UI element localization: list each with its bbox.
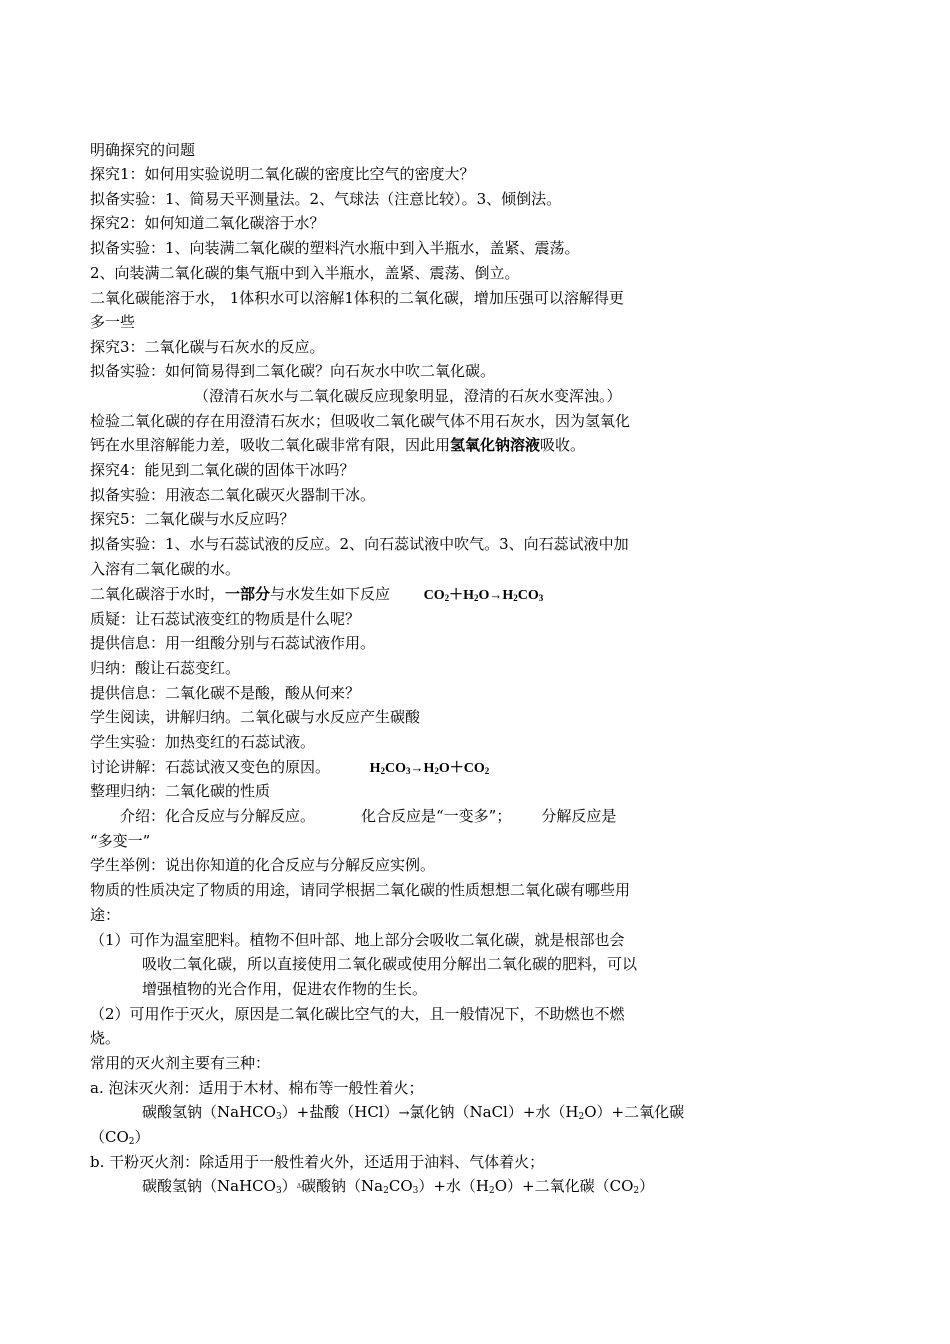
text-span: 与水发生如下反应: [270, 585, 391, 603]
text-line: 碳酸氢钠（NaHCO$_3$）+盐酸（HCl）→氯化钠（NaCl）+水$(H_2O)+$二氧化碳: [142, 1103, 685, 1122]
text-line: 探究5：二氧化碳与水反应吗？: [90, 510, 295, 528]
text-line: [90, 583, 710, 607]
text-line: 学生实验：加热变红的石蕊试液。: [90, 733, 316, 751]
text-line: 学生举例：说出你知道的化合反应与分解反应实例。: [90, 856, 436, 874]
bold-term: 氢氧化钠溶液: [450, 436, 541, 454]
text-span: 分解反应是: [541, 807, 617, 825]
text-line: 质疑：让石蕊试液变红的物质是什么呢？: [90, 610, 361, 628]
text-span: 讨论讲解：石蕊试液又变色的原因。: [90, 758, 331, 776]
text-line: 烧。: [90, 1029, 121, 1047]
text-line: 常用的灭火剂主要有三种：: [90, 1054, 271, 1072]
text-line: [90, 434, 710, 458]
text-line: 拟备实验：1、水与石蕊试液的反应。2、向石蕊试液中吹气。3、向石蕊试液中加: [90, 535, 629, 553]
text-span: 二氧化碳溶于水时，: [90, 585, 226, 603]
text-line: 探究1：如何用实验说明二氧化碳的密度比空气的密度大？: [90, 165, 475, 183]
text-line: 拟备实验：1、向装满二氧化碳的塑料汽水瓶中到入半瓶水，盖紧、震荡。: [90, 239, 580, 257]
text-line: $(CO_2)$: [90, 1128, 150, 1147]
equation-co2-h2o: $CO_2+H_2O\to H_2CO_3$: [423, 587, 544, 603]
text-line: 整理归纳：二氧化碳的性质: [90, 782, 271, 800]
text-line: 途：: [90, 906, 121, 924]
text-line: “多变一”: [90, 832, 151, 850]
text-span: 化合反应是“一变多”；: [361, 807, 512, 825]
equation-h2co3-decompose: $H_2CO_3\to H_2O+CO_2$: [369, 760, 490, 776]
text-line: 拟备实验：如何简易得到二氧化碳？向石灰水中吹二氧化碳。: [90, 362, 496, 380]
text-line: 多一些: [90, 313, 136, 331]
text-line: 归纳：酸让石蕊变红。: [90, 659, 241, 677]
text-span: 钙在水里溶解能力差，吸收二氧化碳非常有限，因此用: [90, 436, 451, 454]
text-line: 二氧化碳能溶于水， 1体积水可以溶解1体积的二氧化碳，增加压强可以溶解得更: [90, 289, 624, 307]
text-line: （澄清石灰水与二氧化碳反应现象明显，澄清的石灰水变浑浊。）: [194, 387, 622, 405]
text-line: （2）可用作于灭火，原因是二氧化碳比空气的大，且一般情况下，不助燃也不燃: [90, 1005, 625, 1023]
text-line: 入溶有二氧化碳的水。: [90, 560, 241, 578]
text-line: b. 干粉灭火剂：除适用于一般性着火外，还适用于油料、气体着火；: [90, 1153, 545, 1171]
bold-term: 一部分: [225, 585, 271, 603]
text-line: 检验二氧化碳的存在用澄清石灰水；但吸收二氧化碳气体不用石灰水，因为氢氧化: [90, 412, 631, 430]
text-line: 拟备实验：1、简易天平测量法。2、气球法（注意比较）。3、倾倒法。: [90, 190, 562, 208]
text-line: 探究3：二氧化碳与石灰水的反应。: [90, 338, 325, 356]
text-line: 探究4：能见到二氧化碳的固体干冰吗？: [90, 461, 355, 479]
text-line: 碳酸氢钠（NaHCO$_3$）Δ碳酸钠$(Na_2CO_3)+$水$(H_2O)+$二氧化碳$(CO_2)$: [142, 1177, 655, 1196]
text-line: a. 泡沫灭火剂：适用于木材、棉布等一般性着火；: [90, 1079, 424, 1097]
text-line: 探究2：如何知道二氧化碳溶于水？: [90, 214, 325, 232]
text-line: 物质的性质决定了物质的用途，请同学根据二氧化碳的性质想想二氧化碳有哪些用: [90, 881, 631, 899]
text-line: 拟备实验：用液态二氧化碳灭火器制干冰。: [90, 486, 376, 504]
text-line: 明确探究的问题: [90, 141, 196, 159]
text-line: 学生阅读，讲解归纳。二氧化碳与水反应产生碳酸: [90, 708, 421, 726]
text-line: 2、向装满二氧化碳的集气瓶中到入半瓶水，盖紧、震荡、倒立。: [90, 264, 520, 282]
text-line: 提供信息：二氧化碳不是酸，酸从何来？: [90, 684, 361, 702]
text-line: [90, 756, 710, 780]
text-span: 介绍：化合反应与分解反应。: [120, 807, 316, 825]
text-line: 吸收二氧化碳，所以直接使用二氧化碳或使用分解出二氧化碳的肥料，可以: [142, 955, 638, 973]
text-line: 提供信息：用一组酸分别与石蕊试液作用。: [90, 634, 376, 652]
heat-condition-mark: Δ: [296, 1183, 302, 1190]
text-line: [90, 805, 710, 829]
text-line: 增强植物的光合作用，促进农作物的生长。: [142, 980, 428, 998]
text-span: 吸收。: [540, 436, 586, 454]
text-line: （1）可作为温室肥料。植物不但叶部、地上部分会吸收二氧化碳，就是根部也会: [90, 931, 625, 949]
